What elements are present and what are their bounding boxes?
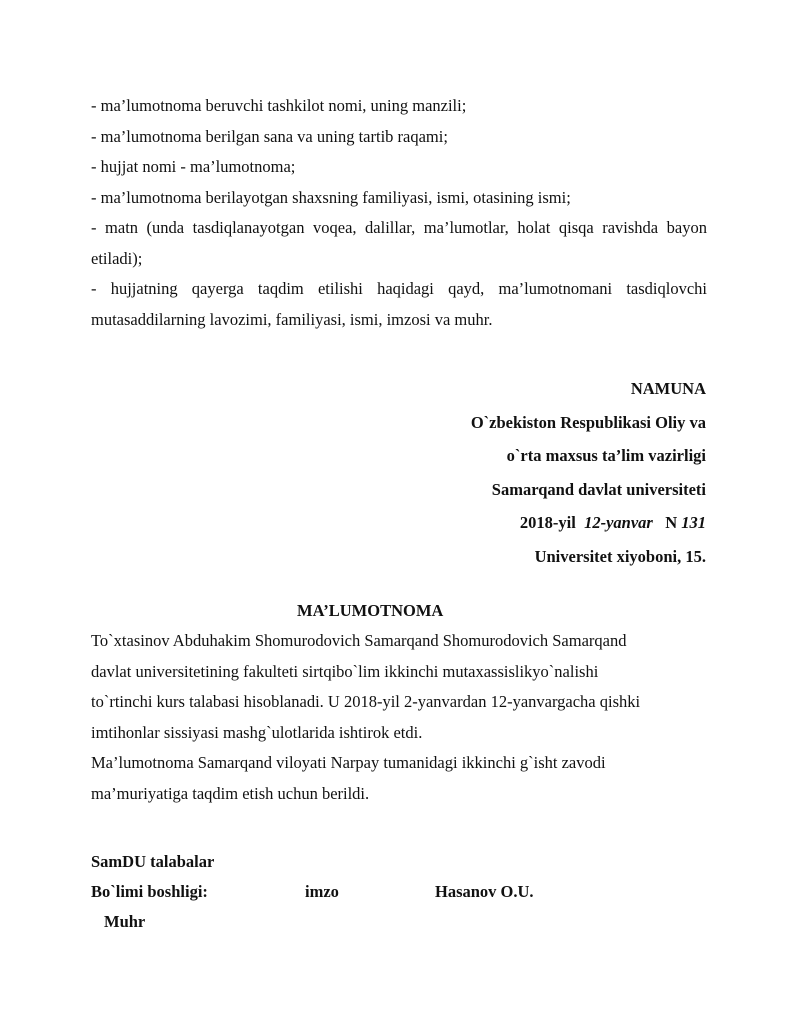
- body-line: to`rtinchi kurs talabasi hisoblanadi. U 2018-yil 2-yanvardan 12-yanvargacha qishki: [91, 692, 641, 711]
- document-header: [380, 372, 706, 573]
- organization-line-2: o`rta maxsus ta’lim vazirligi: [506, 446, 706, 465]
- signer-name: Hasanov O.U.: [435, 882, 534, 901]
- signature-block: [91, 847, 711, 937]
- body-line: Ma’lumotnoma Samarqand viloyati Narpay tumanidagi ikkinchi g`isht zavodi: [91, 753, 606, 772]
- body-line: davlat universitetining fakulteti sirtqibo`lim ikkinchi mutaxassislikyo`nalishi: [91, 661, 599, 681]
- requirement-item: - hujjatning qayerga taqdim etilishi haqidagi qayd, ma’lumotnomani tasdiqlovchi mutasaddilarning lavozimi, familiyasi, ismi, imzosi va muhr.: [91, 279, 707, 329]
- number-prefix: N: [665, 513, 678, 532]
- address: Universitet xiyoboni, 15.: [534, 546, 706, 566]
- body-line: ma’muriyatiga taqdim etish uchun berildi.: [91, 783, 370, 803]
- requirement-item: - ma’lumotnoma berilgan sana va uning tartib raqami;: [91, 126, 448, 146]
- date: 12-yanvar: [584, 513, 653, 532]
- department-line-2: Bo`limi boshligi:: [91, 882, 208, 901]
- document-number: 131: [681, 513, 706, 532]
- document-body: [91, 626, 731, 809]
- stamp-label: Muhr: [104, 912, 146, 931]
- requirement-item: - ma’lumotnoma beruvchi tashkilot nomi, uning manzili;: [91, 96, 467, 115]
- year: 2018-yil: [519, 513, 576, 532]
- body-line: imtihonlar sissiyasi mashg`ulotlarida ishtirok etdi.: [91, 722, 423, 742]
- organization-line-1: O`zbekiston Respublikasi Oliy va: [470, 412, 706, 432]
- department-line-1: SamDU talabalar: [91, 852, 215, 871]
- date-number-line: [380, 506, 706, 540]
- document-title: MA’LUMOTNOMA: [297, 601, 444, 620]
- requirement-item: - hujjat nomi - ma’lumotnoma;: [91, 157, 296, 176]
- signature-label: imzo: [305, 882, 339, 901]
- body-line: To`xtasinov Abduhakim Shomurodovich Samarqand Shomurodovich Samarqand: [91, 631, 627, 650]
- requirement-item: - matn (unda tasdiqlanayotgan voqea, dalillar, ma’lumotlar, holat qisqa ravishda bayon etiladi);: [91, 218, 707, 268]
- requirement-item: - ma’lumotnoma berilayotgan shaxsning familiyasi, ismi, otasining ismi;: [91, 187, 571, 207]
- requirements-list: [91, 91, 707, 335]
- university-name: Samarqand davlat universiteti: [491, 479, 706, 499]
- namuna-label: NAMUNA: [630, 379, 706, 398]
